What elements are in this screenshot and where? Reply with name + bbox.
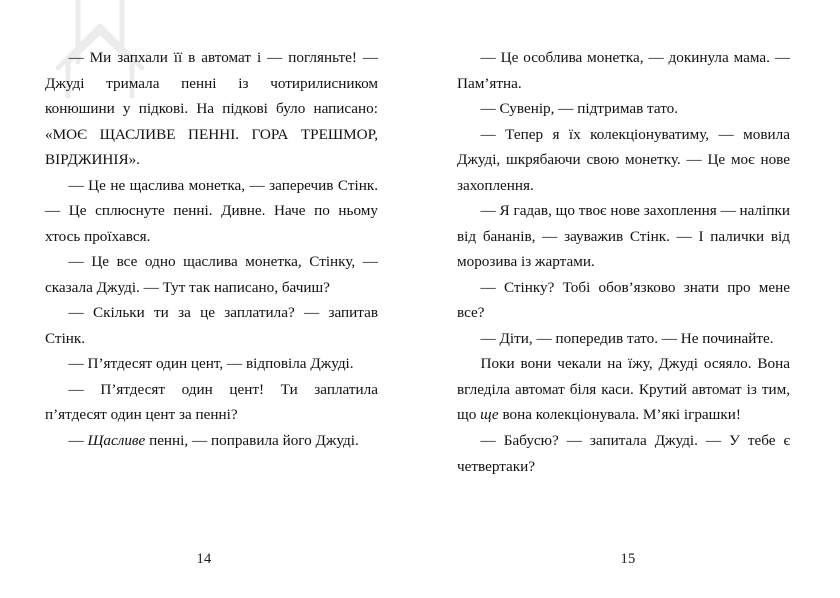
paragraph: — П’ятдесят один цент, — відповіла Джуді.	[68, 355, 354, 373]
paragraph: — Стінку? Тобі обов’язково знати про мене все?	[457, 278, 790, 322]
right-page-text-column	[457, 45, 790, 479]
paragraph-run-italic: ще	[480, 406, 499, 424]
paragraph: — Діти, — попередив тато. — Не починайте.	[480, 329, 774, 347]
paragraph-run: пенні, — поправила його Джуді.	[145, 431, 359, 449]
paragraph: — Це все одно щаслива монетка, Стінку, — сказала Джуді. — Тут так написано, бачиш?	[45, 253, 378, 296]
paragraph: — Скільки ти за це заплатила? — запитав Стінк.	[45, 304, 378, 347]
paragraph: — Тепер я їх колекціонуватиму, — мовила Джуді, шкрябаючи свою монетку. — Це моє нове захоплення.	[457, 125, 790, 194]
paragraph-run: вона колекціонувала. М’які іграшки!	[498, 406, 741, 424]
paragraph: — Це не щаслива монетка, — заперечив Стінк. — Це сплюснуте пенні. Дивне. Наче по ньому хтось проїхався.	[45, 176, 378, 245]
paragraph: — Ми запхали її в автомат і — погляньте! — Джуді тримала пенні із чотирилисником конюшини у підкові. На підкові було написано: «МОЄ ЩАСЛИВЕ ПЕННІ. ГОРА ТРЕШМОР, ВІРДЖИНІЯ».	[45, 49, 378, 169]
paragraph: — Сувенір, — підтримав тато.	[480, 100, 679, 118]
paragraph-run: —	[68, 431, 88, 449]
paragraph-run-italic: Щасливе	[87, 431, 146, 449]
paragraph	[457, 351, 790, 428]
paragraph: — Я гадав, що твоє нове захоплення — наліпки від бананів, — зауважив Стінк. — І палички від морозива із жартами.	[457, 202, 790, 271]
paragraph	[45, 428, 378, 454]
paragraph: — Це особлива монетка, — докинула мама. — Пам’ятна.	[457, 49, 790, 92]
page-number-right: 15	[620, 551, 636, 567]
page-number-left: 14	[196, 551, 212, 567]
paragraph: — П’ятдесят один цент! Ти заплатила п’ятдесят один цент за пенні?	[45, 380, 378, 424]
left-page-text-column	[45, 45, 378, 454]
paragraph-run: Поки вони чекали на їжу, Джуді осяяло. Вона вгледіла автомат біля каси. Крутий автомат із тим, що	[457, 355, 790, 424]
page-right	[420, 0, 840, 598]
paragraph: — Бабусю? — запитала Джуді. — У тебе є четвертаки?	[457, 431, 790, 475]
